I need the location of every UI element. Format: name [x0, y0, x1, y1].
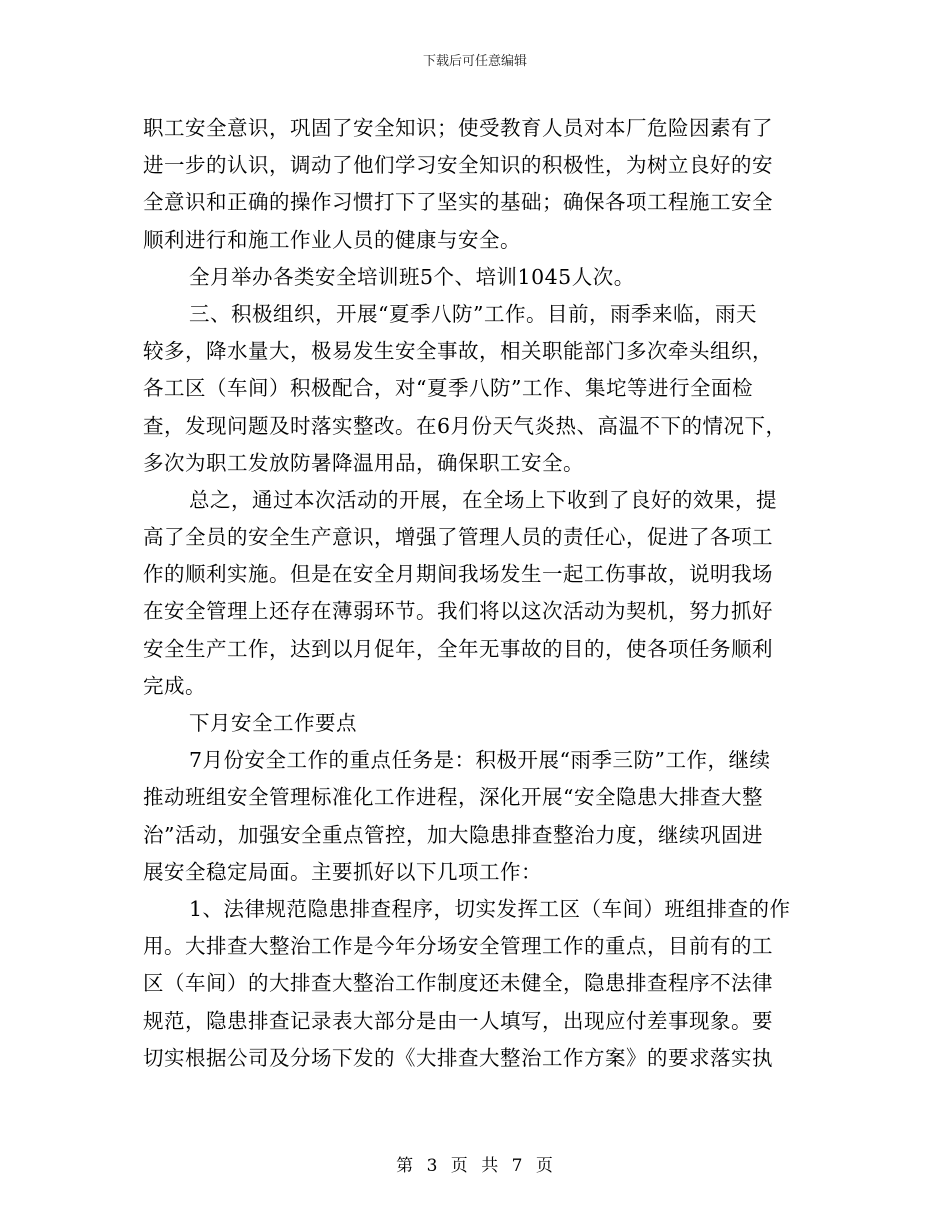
- text-line: 在安全管理上还存在薄弱环节。我们将以这次活动为契机，努力抓好: [143, 599, 773, 624]
- text-line: 总之，通过本次活动的开展，在全场上下收到了良好的效果，提: [189, 487, 777, 512]
- text-line: 展安全稳定局面。主要抓好以下几项工作：: [143, 859, 542, 884]
- text-line: 较多，降水量大，极易发生安全事故，相关职能部门多次牵头组织，: [143, 339, 773, 364]
- text-line: 进一步的认识，调动了他们学习安全知识的积极性，为树立良好的安: [143, 153, 773, 178]
- page-label-ye-2: 页: [535, 1156, 554, 1176]
- page-label-di: 第: [396, 1156, 415, 1176]
- text-line: 高了全员的安全生产意识，增强了管理人员的责任心，促进了各项工: [143, 525, 773, 550]
- page-header-note: 下载后可任意编辑: [422, 54, 527, 69]
- text-line: 规范，隐患排查记录表大部分是由一人填写，出现应付差事现象。要: [143, 1008, 773, 1033]
- text-line: 三、积极组织，开展“夏季八防”工作。目前，雨季来临，雨天: [189, 301, 757, 326]
- page-label-ye: 页: [450, 1156, 469, 1176]
- text-line: 区（车间）的大排查大整治工作制度还未健全，隐患排查程序不法律: [143, 971, 773, 996]
- page-label-gong: 共: [481, 1156, 500, 1176]
- text-line: 完成。: [143, 673, 206, 698]
- text-line: 全意识和正确的操作习惯打下了坚实的基础；确保各项工程施工安全: [143, 190, 773, 215]
- section-heading: 下月安全工作要点: [189, 711, 357, 735]
- text-line: 安全生产工作，达到以月促年，全年无事故的目的，使各项任务顺利: [143, 636, 773, 661]
- text-line: 推动班组安全管理标准化工作进程，深化开展“安全隐患大排查大整: [143, 785, 763, 810]
- page-number: 3: [426, 1156, 439, 1176]
- document-body: [143, 110, 807, 1077]
- page-footer: [0, 1156, 950, 1176]
- text-line: 用。大排查大整治工作是今年分场安全管理工作的重点，目前有的工: [143, 934, 773, 959]
- text-line: 切实根据公司及分场下发的《大排查大整治工作方案》的要求落实执: [143, 1045, 773, 1070]
- text-line: 全月举办各类安全培训班5个、培训1045人次。: [189, 264, 635, 289]
- text-line: 治”活动，加强安全重点管控，加大隐患排查整治力度，继续巩固进: [143, 822, 763, 847]
- text-line: 职工安全意识，巩固了安全知识；使受教育人员对本厂危险因素有了: [143, 116, 773, 140]
- text-line: 多次为职工发放防暑降温用品，确保职工安全。: [143, 450, 584, 475]
- text-line: 顺利进行和施工作业人员的健康与安全。: [143, 227, 521, 252]
- text-line: 查，发现问题及时落实整改。在6月份天气炎热、高温不下的情况下，: [143, 413, 787, 438]
- text-line: 作的顺利实施。但是在安全月期间我场发生一起工伤事故，说明我场: [143, 562, 773, 587]
- page-total: 7: [511, 1156, 524, 1176]
- text-line: 7月份安全工作的重点任务是：积极开展“雨季三防”工作，继续: [189, 748, 771, 773]
- text-line: 各工区（车间）积极配合，对“夏季八防”工作、集坨等进行全面检: [143, 376, 753, 401]
- text-line: 1、法律规范隐患排查程序，切实发挥工区（车间）班组排查的作: [189, 896, 791, 921]
